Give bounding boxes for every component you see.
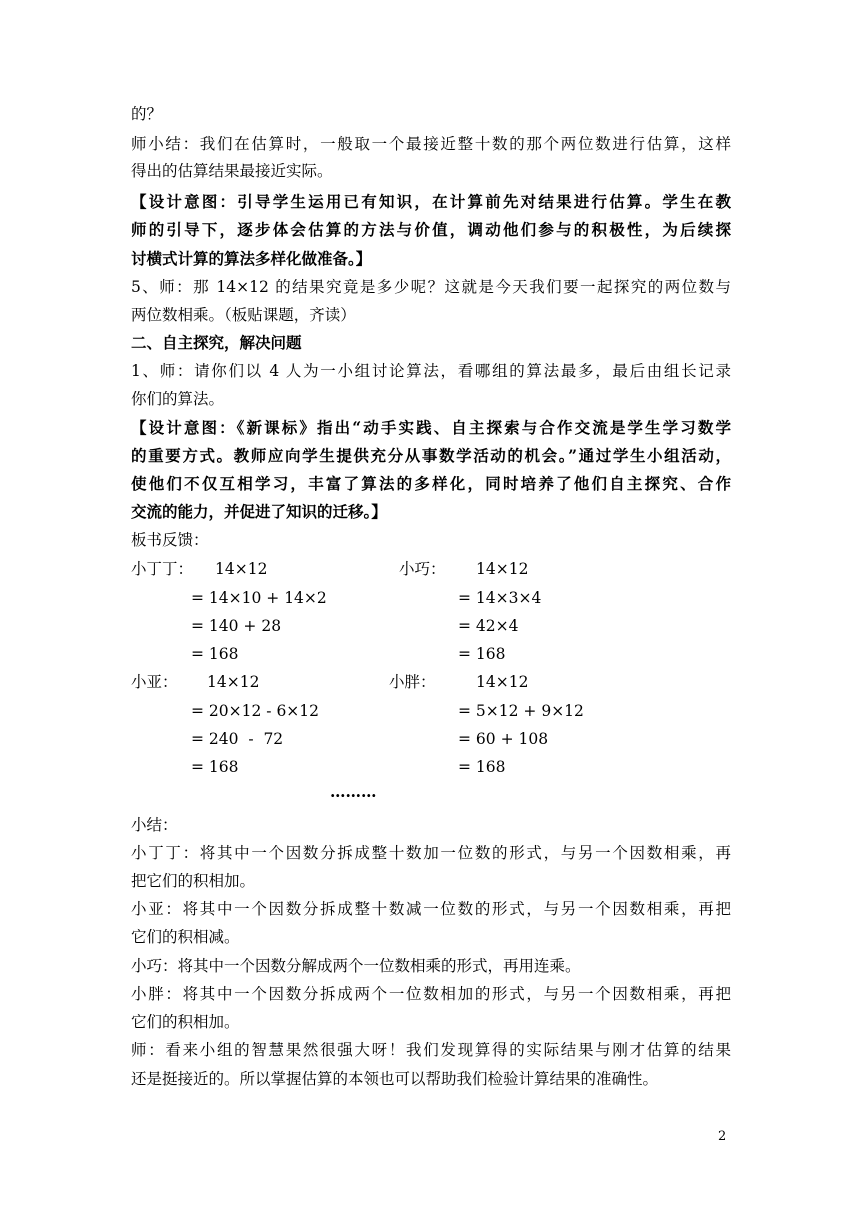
text-line: 它们的积相减。 [131, 928, 240, 946]
text-line: 师：看来小组的智慧果然很强大呀！我们发现算得的实际结果与刚才估算的结果 [131, 1041, 731, 1059]
calc-step: = 168 [458, 758, 506, 776]
design-intent-line: 讨横式计算的算法多样化做准备。】 [131, 249, 372, 268]
student-name: 小胖： [389, 673, 436, 691]
calc-step: = 14×10 + 14×2 [191, 589, 327, 607]
calc-step: = 60 + 108 [458, 730, 549, 748]
text-line: 还是挺接近的。所以掌握估算的本领也可以帮助我们检验计算结果的准确性。 [131, 1070, 659, 1088]
design-intent-line: 使他们不仅互相学习，丰富了算法的多样化，同时培养了他们自主探究、合作 [131, 474, 731, 493]
text-line: 它们的积相加。 [131, 1013, 240, 1031]
text-line: 小结： [131, 816, 178, 834]
text-line: 小巧：将其中一个因数分解成两个一位数相乘的形式，再用连乘。 [131, 957, 581, 975]
section-heading: 二、自主探究，解决问题 [131, 333, 302, 352]
calc-step: = 168 [191, 758, 239, 776]
calc-step: 14×12 [215, 560, 268, 578]
text-line: 1、师：请你们以 4 人为一小组讨论算法，看哪组的算法最多，最后由组长记录 [131, 362, 731, 380]
calc-step: 14×12 [476, 673, 529, 691]
text-line: 板书反馈： [131, 531, 209, 549]
calc-step: = 14×3×4 [458, 589, 542, 607]
ellipsis: ……… [330, 782, 377, 801]
design-intent-line: 的重要方式。教师应向学生提供充分从事数学活动的机会。”通过学生小组活动， [131, 446, 731, 465]
text-line: 小胖：将其中一个因数分拆成两个一位数相加的形式，与另一个因数相乘，再把 [131, 985, 731, 1003]
calc-step: = 20×12 - 6×12 [191, 702, 320, 720]
calc-step: 14×12 [476, 560, 529, 578]
text-line: 师小结：我们在估算时，一般取一个最接近整十数的那个两位数进行估算，这样 [131, 135, 731, 153]
student-name: 小亚： [131, 673, 178, 691]
text-line: 小丁丁：将其中一个因数分拆成整十数加一位数的形式，与另一个因数相乘，再 [131, 844, 731, 862]
calc-step: = 140 + 28 [191, 617, 282, 635]
design-intent-line: 【设计意图：《新课标》指出“动手实践、自主探索与合作交流是学生学习数学 [131, 418, 731, 437]
text-line: 的？ [131, 105, 163, 123]
text-line: 把它们的积相加。 [131, 872, 256, 890]
calc-step: 14×12 [207, 673, 260, 691]
calc-step: = 168 [191, 645, 239, 663]
design-intent-line: 【设计意图：引导学生运用已有知识，在计算前先对结果进行估算。学生在教 [131, 192, 731, 211]
text-line: 小亚：将其中一个因数分拆成整十数减一位数的形式，与另一个因数相乘，再把 [131, 900, 731, 918]
page-number: 2 [718, 1129, 727, 1144]
design-intent-line: 师的引导下，逐步体会估算的方法与价值，调动他们参与的积极性，为后续探 [131, 220, 731, 239]
text-line: 你们的算法。 [131, 390, 225, 408]
text-line: 得出的估算结果最接近实际。 [131, 162, 333, 180]
student-name: 小丁丁： [131, 560, 194, 578]
calc-step: = 240 - 72 [191, 730, 284, 748]
text-line: 5、师：那 14×12 的结果究竟是多少呢？这就是今天我们要一起探究的两位数与 [131, 278, 731, 296]
calc-step: = 5×12 + 9×12 [458, 702, 584, 720]
calc-step: = 42×4 [458, 617, 519, 635]
text-line: 两位数相乘。（板贴课题，齐读） [131, 306, 356, 324]
student-name: 小巧： [399, 560, 446, 578]
calc-step: = 168 [458, 645, 506, 663]
design-intent-line: 交流的能力，并促进了知识的迁移。】 [131, 502, 387, 521]
